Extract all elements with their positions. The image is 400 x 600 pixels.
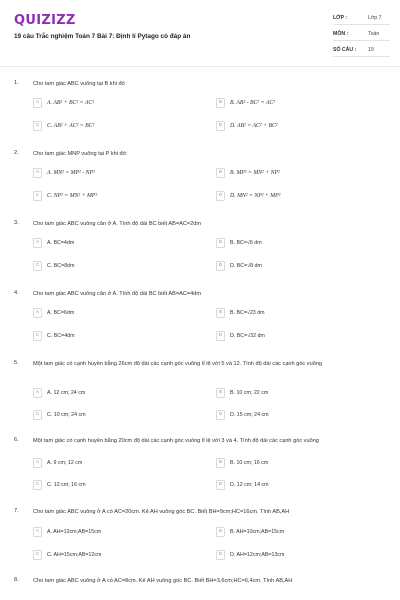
option-d[interactable] xyxy=(216,409,368,422)
option-letter-box: B xyxy=(216,98,225,108)
option-a[interactable] xyxy=(33,237,185,250)
option-text: B. 10 cm; 22 cm xyxy=(230,389,269,396)
option-text: B. AB² - BC² = AC² xyxy=(230,99,275,106)
meta-value: 19 xyxy=(368,47,374,53)
option-b[interactable] xyxy=(216,457,368,470)
option-text: A. 9 cm; 12 cm xyxy=(47,459,83,466)
header-divider xyxy=(0,66,400,67)
option-letter-box: B xyxy=(216,238,225,248)
option-letter-box: C xyxy=(33,331,42,341)
option-a[interactable] xyxy=(33,457,185,470)
option-letter-box: C xyxy=(33,480,42,490)
question-text: Cho tam giác ABC vuông ở A có AC=20cm. Kẻ AH vuông góc BC. Biết BH=9cm;HC=16cm. Tính AB,AH xyxy=(33,509,290,515)
option-c[interactable] xyxy=(33,409,185,422)
option-text: C. AB² + AC² = BC² xyxy=(47,122,95,129)
option-text: A. 12 cm; 24 cm xyxy=(47,389,86,396)
option-d[interactable] xyxy=(216,120,368,133)
question-number: 8. xyxy=(14,577,19,583)
meta-label: LỚP : xyxy=(333,15,348,21)
question-number: 4. xyxy=(14,290,19,296)
meta-row-subject xyxy=(333,28,390,41)
meta-row-class xyxy=(333,12,390,25)
option-text: C. NP² = MN² + MP² xyxy=(47,192,98,199)
option-a[interactable] xyxy=(33,387,185,400)
option-letter-box: C xyxy=(33,261,42,271)
option-c[interactable] xyxy=(33,330,185,343)
option-letter-box: D xyxy=(216,331,225,341)
option-b[interactable] xyxy=(216,307,368,320)
option-text: D. 15 cm; 24 cm xyxy=(230,411,269,418)
option-d[interactable] xyxy=(216,260,368,273)
option-a[interactable] xyxy=(33,97,185,110)
option-text: A. MN² = MP² - NP² xyxy=(47,169,95,176)
option-letter-box: B xyxy=(216,308,225,318)
worksheet-title: 19 câu Trắc nghiệm Toán 7 Bài 7: Định lí Pytago có đáp án xyxy=(14,33,191,40)
option-text: A. AB² + BC² = AC² xyxy=(47,99,94,106)
option-letter-box: B xyxy=(216,168,225,178)
option-letter-box: A xyxy=(33,308,42,318)
option-d[interactable] xyxy=(216,549,368,562)
option-text: C. 12 cm; 16 cm xyxy=(47,481,86,488)
option-letter-box: B xyxy=(216,388,225,398)
option-letter-box: D xyxy=(216,410,225,420)
option-letter-box: C xyxy=(33,410,42,420)
meta-row-question-count xyxy=(333,44,390,57)
meta-value: Toán xyxy=(368,31,380,37)
option-c[interactable] xyxy=(33,260,185,273)
option-letter-box: D xyxy=(216,550,225,560)
question-text: Một tam giác có cạnh huyền bằng 26cm độ dài các cạnh góc vuông tỉ lệ với 5 và 12. Tính độ dài các cạnh góc vuông xyxy=(33,361,323,367)
option-letter-box: C xyxy=(33,121,42,131)
option-letter-box: D xyxy=(216,480,225,490)
option-letter-box: A xyxy=(33,98,42,108)
option-c[interactable] xyxy=(33,120,185,133)
option-letter-box: A xyxy=(33,527,42,537)
option-letter-box: D xyxy=(216,261,225,271)
option-b[interactable] xyxy=(216,526,368,539)
question-text: Cho tam giác ABC vuông cân ở A. Tính độ dài BC biết AB=AC=2dm xyxy=(33,221,202,227)
option-text: D. BC=√8 dm xyxy=(230,262,262,269)
question-text: Cho tam giác ABC vuông ở A có AC=8cm. Kẻ AH vuông góc BC. Biết BH=3,6cm;HC=6,4cm. Tính AB,AH xyxy=(33,578,293,584)
option-text: B. MP² = MN² + NP² xyxy=(230,169,280,176)
option-letter-box: A xyxy=(33,458,42,468)
option-text: A. AH=12cm;AB=15cm xyxy=(47,528,102,535)
option-text: B. 10 cm; 16 cm xyxy=(230,459,269,466)
question-number: 6. xyxy=(14,437,19,443)
meta-value: Lớp 7 xyxy=(368,15,382,21)
meta-label: SỐ CÂU : xyxy=(333,47,357,53)
option-letter-box: A xyxy=(33,168,42,178)
question-number: 5. xyxy=(14,360,19,366)
option-letter-box: B xyxy=(216,458,225,468)
question-text: Cho tam giác ABC vuông tại B khi đó xyxy=(33,81,125,87)
question-number: 7. xyxy=(14,508,19,514)
quizizz-logo: QUIZIZZ xyxy=(14,13,76,28)
option-text: D. MN² = NP² + MP² xyxy=(230,192,281,199)
option-letter-box: C xyxy=(33,550,42,560)
option-text: C. BC=8dm xyxy=(47,262,75,269)
option-c[interactable] xyxy=(33,479,185,492)
question-text: Cho tam giác ABC vuông cân ở A. Tính độ dài BC biết AB=AC=4dm xyxy=(33,291,202,297)
option-letter-box: D xyxy=(216,191,225,201)
question-number: 2. xyxy=(14,150,19,156)
option-d[interactable] xyxy=(216,330,368,343)
question-text: Một tam giác có cạnh huyền bằng 20cm độ dài các cạnh góc vuông tỉ lệ với 3 và 4. Tính độ dài các cạnh góc vuông xyxy=(33,438,319,444)
option-c[interactable] xyxy=(33,190,185,203)
option-text: C. BC=4dm xyxy=(47,332,75,339)
option-letter-box: A xyxy=(33,238,42,248)
meta-label: MÔN : xyxy=(333,31,349,37)
option-letter-box: A xyxy=(33,388,42,398)
option-text: C. AH=15cm;AB=12cm xyxy=(47,551,102,558)
option-text: D. AH=12cm;AB=13cm xyxy=(230,551,285,558)
question-number: 1. xyxy=(14,80,19,86)
option-text: D. BC=√32 dm xyxy=(230,332,265,339)
option-d[interactable] xyxy=(216,190,368,203)
option-b[interactable] xyxy=(216,237,368,250)
option-text: A. BC=6dm xyxy=(47,309,75,316)
option-a[interactable] xyxy=(33,526,185,539)
option-letter-box: C xyxy=(33,191,42,201)
option-letter-box: D xyxy=(216,121,225,131)
option-b[interactable] xyxy=(216,387,368,400)
option-d[interactable] xyxy=(216,479,368,492)
option-b[interactable] xyxy=(216,97,368,110)
option-text: B. AH=10cm;AB=15cm xyxy=(230,528,285,535)
option-a[interactable] xyxy=(33,167,185,180)
option-a[interactable] xyxy=(33,307,185,320)
worksheet-header xyxy=(0,0,400,66)
option-letter-box: B xyxy=(216,527,225,537)
option-text: D. AB² = AC² + BC² xyxy=(230,122,278,129)
question-number: 3. xyxy=(14,220,19,226)
option-text: D. 12 cm; 14 cm xyxy=(230,481,269,488)
option-text: A. BC=4dm xyxy=(47,239,75,246)
question-text: Cho tam giác MNP vuông tại P khi đó: xyxy=(33,151,128,157)
option-b[interactable] xyxy=(216,167,368,180)
option-text: B. BC=√6 dm xyxy=(230,239,262,246)
option-text: C. 10 cm; 24 cm xyxy=(47,411,86,418)
option-text: B. BC=√23 dm xyxy=(230,309,265,316)
option-c[interactable] xyxy=(33,549,185,562)
